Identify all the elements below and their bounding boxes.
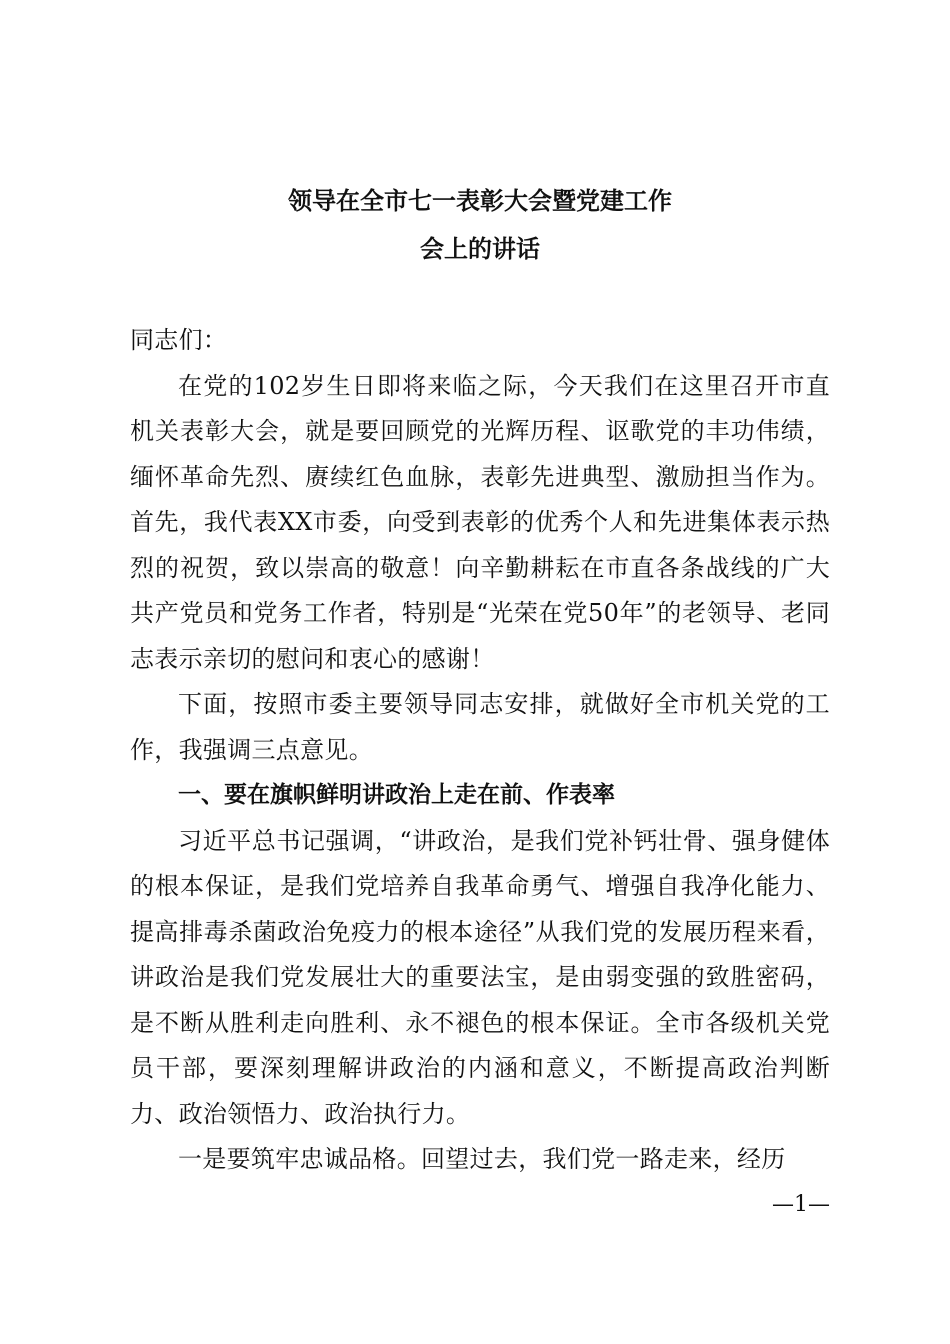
paragraph-2: 下面，按照市委主要领导同志安排，就做好全市机关党的工作，我强调三点意见。 (130, 690, 830, 764)
document-title-line1: 领导在全市七一表彰大会暨党建工作 (288, 187, 672, 215)
page-number: —1— (772, 1192, 830, 1217)
paragraph-1: 在党的102岁生日即将来临之际，今天我们在这里召开市直机关表彰大会，就是要回顾党的光辉历程、讴歌党的丰功伟绩，缅怀革命先烈、赓续红色血脉，表彰先进典型、激励担当作为。首先，我代表XX市委，向受到表彰的优秀个人和先进集体表示热烈的祝贺，致以崇高的敬意！向辛勤耕耘在市直各条战线的广大共产党员和党务工作者，特别是“光荣在党50年”的老领导、老同志表示亲切的慰问和衷心的感谢！ (130, 371, 830, 673)
paragraph-3: 习近平总书记强调，“讲政治，是我们党补钙壮骨、强身健体的根本保证，是我们党培养自我革命勇气、增强自我净化能力、提高排毒杀菌政治免疫力的根本途径”从我们党的发展历程来看，讲政治是我们党发展壮大的重要法宝，是由弱变强的致胜密码，是不断从胜利走向胜利、永不褪色的根本保证。全市各级机关党员干部，要深刻理解讲政治的内涵和意义，不断提高政治判断力、政治领悟力、政治执行力。 (130, 826, 830, 1128)
document-title-line2: 会上的讲话 (420, 235, 540, 263)
salutation: 同志们： (130, 326, 228, 354)
section-heading-1: 一、要在旗帜鲜明讲政治上走在前、作表率 (178, 782, 615, 808)
paragraph-4: 一是要筑牢忠诚品格。回望过去，我们党一路走来，经历 (178, 1145, 786, 1173)
document-body (130, 318, 830, 1183)
